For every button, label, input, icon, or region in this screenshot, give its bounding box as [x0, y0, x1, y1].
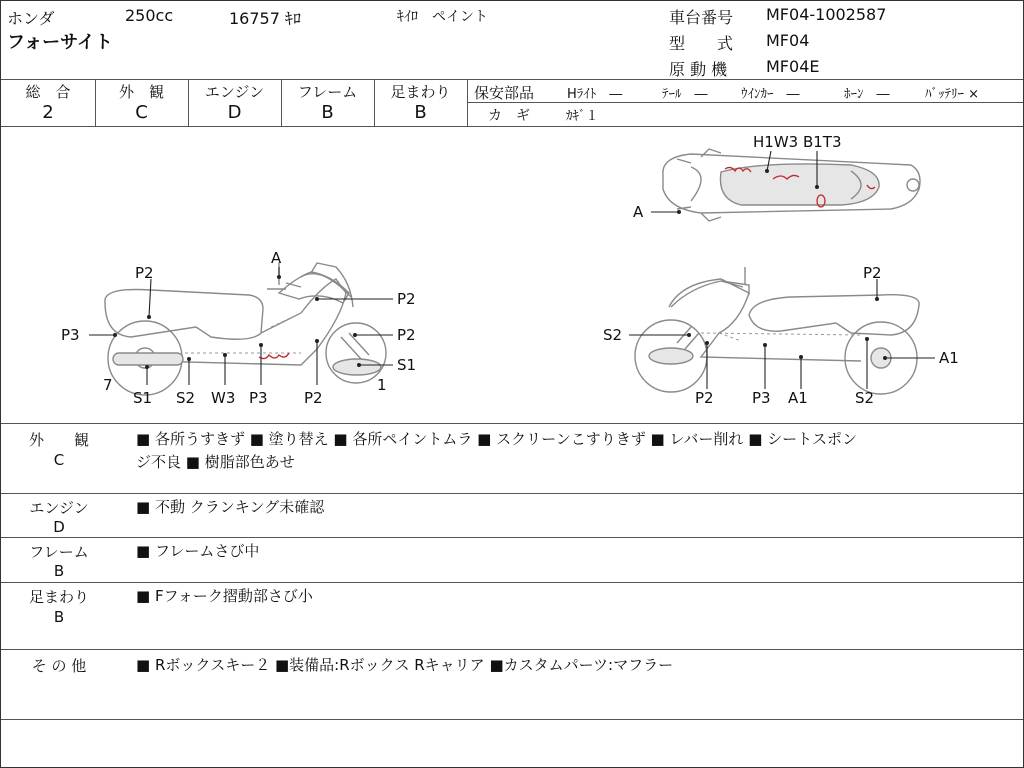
left-s1: S1	[133, 389, 153, 407]
safety-horn: ﾎｰﾝ ―	[844, 87, 890, 102]
left-num1: 1	[377, 376, 387, 394]
key-value: ｶｷﾞ１	[566, 109, 599, 124]
left-w3: W3	[211, 389, 236, 407]
safety-headlight: Hﾗｲﾄ ―	[567, 87, 623, 102]
section-engine-grade: D	[53, 518, 65, 536]
safety-winker: ｳｲﾝｶｰ ―	[741, 87, 800, 102]
section-exterior-grade: C	[53, 451, 65, 469]
safety-battery: ﾊﾞｯﾃﾘｰ ×	[925, 87, 980, 102]
top-a-label: A	[633, 203, 644, 221]
grade-engine-label: エンジン	[204, 83, 265, 101]
right-a1-right: A1	[939, 349, 959, 367]
right-p3: P3	[752, 389, 771, 407]
section-frame-line-1: ■ フレームさび中	[136, 542, 260, 560]
engine-label: 原 動 機	[669, 60, 728, 79]
grade-exterior-label: 外 観	[118, 83, 164, 101]
damage-diagram	[1, 127, 1023, 424]
section-engine-line-1: ■ 不動 クランキング未確認	[136, 498, 325, 516]
section-exterior-line-2: ジ不良 ■ 樹脂部色あせ	[136, 453, 295, 471]
grade-engine-value: D	[227, 102, 242, 123]
grade-frame-label: フレーム	[297, 83, 358, 101]
right-a1: A1	[788, 389, 808, 407]
left-num7: 7	[103, 376, 113, 394]
section-other-line-1: ■ Rボックスキー２ ■装備品:Rボックス Rキャリア ■カスタムパーツ:マフラー	[136, 656, 674, 674]
top-codes-label: H1W3 B1T3	[753, 133, 842, 151]
section-engine-label: エンジン	[29, 499, 89, 517]
left-p3-bottom: P3	[249, 389, 268, 407]
scooter-top-view	[633, 133, 920, 221]
grade-exterior-value: C	[135, 102, 148, 123]
section-suspension-grade: B	[53, 608, 65, 626]
scooter-left-view	[61, 249, 416, 407]
engine-value: MF04E	[766, 57, 820, 76]
left-p2-top: P2	[135, 264, 154, 282]
frame-no: MF04-1002587	[766, 5, 887, 24]
grade-frame-value: B	[321, 102, 334, 123]
type-value: MF04	[766, 31, 810, 50]
left-p3: P3	[61, 326, 80, 344]
frame-no-label: 車台番号	[669, 8, 734, 27]
safety-tail: ﾃｰﾙ ―	[662, 87, 708, 102]
section-exterior-label: 外 観	[28, 431, 89, 449]
section-suspension-label: 足まわり	[28, 588, 89, 606]
grade-overall-value: 2	[42, 102, 54, 123]
left-s2: S2	[176, 389, 196, 407]
displacement: 250cc	[125, 6, 174, 25]
right-p2-top: P2	[863, 264, 882, 282]
section-frame-label: フレーム	[29, 543, 89, 561]
key-label: カ ギ	[488, 108, 530, 124]
grade-overall-label: 総 合	[25, 83, 71, 101]
maker: ホンダ	[7, 9, 55, 28]
mileage: 16757 ｷﾛ	[229, 9, 301, 28]
section-suspension-line-1: ■ Fフォーク摺動部さび小	[136, 587, 313, 605]
grade-suspension-label: 足まわり	[390, 83, 451, 101]
model-name: フォーサイト	[7, 32, 113, 53]
left-p2-bottom: P2	[304, 389, 323, 407]
left-p2-right-2: P2	[397, 326, 416, 344]
paint-note: ｷｲﾛ ペイント	[397, 9, 488, 25]
right-s2: S2	[855, 389, 875, 407]
section-exterior-line-1: ■ 各所うすきず ■ 塗り替え ■ 各所ペイントムラ ■ スクリーンこすりきず ■ レバー削れ ■ シートスポン	[136, 430, 857, 448]
grade-suspension-value: B	[414, 102, 427, 123]
type-label: 型 式	[669, 34, 734, 53]
scooter-right-view	[603, 264, 959, 407]
right-s2-left: S2	[603, 326, 623, 344]
section-frame-grade: B	[53, 562, 65, 580]
left-a: A	[271, 249, 282, 267]
safety-label: 保安部品	[474, 84, 535, 102]
right-p2: P2	[695, 389, 714, 407]
left-p2-right-1: P2	[397, 290, 416, 308]
section-other-label: そ の 他	[31, 657, 87, 675]
left-s1-right: S1	[397, 356, 417, 374]
